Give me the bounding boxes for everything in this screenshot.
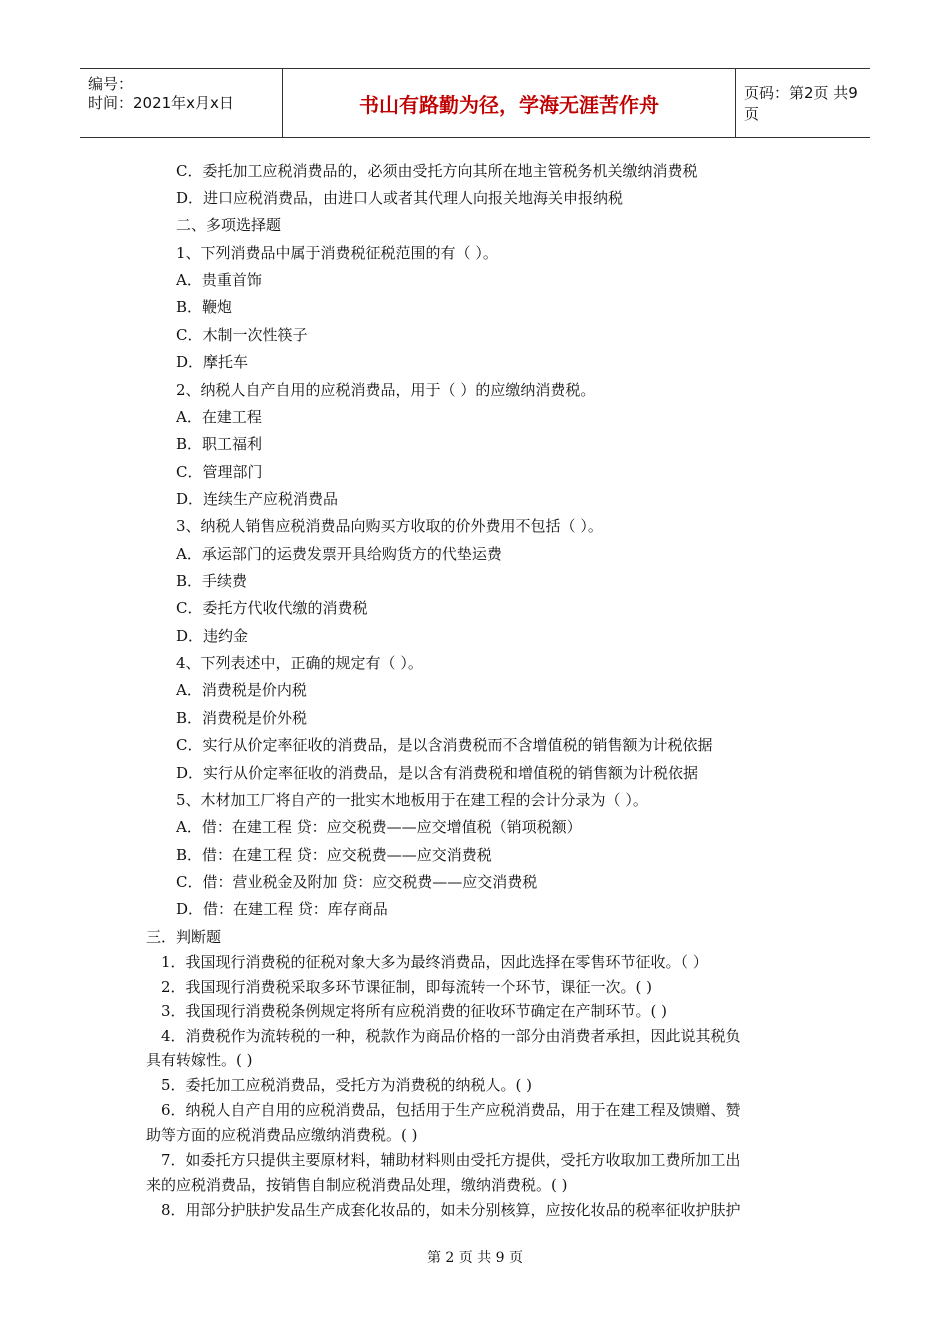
option: A．承运部门的运费发票开具给购货方的代垫运费 xyxy=(176,545,502,563)
option: C．实行从价定率征收的消费品，是以含消费税而不含增值税的销售额为计税依据 xyxy=(176,736,713,754)
option: A．在建工程 xyxy=(176,408,262,426)
option: B．借：在建工程 贷：应交税费——应交消费税 xyxy=(176,846,492,864)
judgment-item: 2．我国现行消费税采取多环节课征制，即每流转一个环节，课征一次。( ) xyxy=(161,978,653,996)
option: A．借：在建工程 贷：应交税费——应交增值税（销项税额） xyxy=(176,818,582,836)
section-heading: 二、多项选择题 xyxy=(176,216,282,234)
option: A．贵重首饰 xyxy=(176,271,262,289)
judgment-item: 5．委托加工应税消费品，受托方为消费税的纳税人。( ) xyxy=(161,1076,533,1094)
judgment-item-continued: 具有转嫁性。( ) xyxy=(146,1051,253,1069)
option: B．消费税是价外税 xyxy=(176,709,308,727)
judgment-item: 1．我国现行消费税的征税对象大多为最终消费品，因此选择在零售环节征收。（ ） xyxy=(161,953,708,971)
header-left-cell xyxy=(80,69,283,137)
text-line: D．进口应税消费品，由进口人或者其代理人向报关地海关申报纳税 xyxy=(176,189,624,207)
judgment-item-continued: 助等方面的应税消费品应缴纳消费税。( ) xyxy=(146,1126,418,1144)
question: 4、下列表述中，正确的规定有（ ）。 xyxy=(176,654,423,672)
question: 1、下列消费品中属于消费税征税范围的有（ ）。 xyxy=(176,244,498,262)
option: C．委托方代收代缴的消费税 xyxy=(176,599,368,617)
question: 5、木材加工厂将自产的一批实木地板用于在建工程的会计分录为（ ）。 xyxy=(176,791,648,809)
judgment-item: 4．消费税作为流转税的一种，税款作为商品价格的一部分由消费者承担，因此说其税负 xyxy=(161,1027,741,1045)
option: C．管理部门 xyxy=(176,463,263,481)
text-line: C．委托加工应税消费品的，必须由受托方向其所在地主管税务机关缴纳消费税 xyxy=(176,162,698,180)
option: D．连续生产应税消费品 xyxy=(176,490,339,508)
option: C．借：营业税金及附加 贷：应交税费——应交消费税 xyxy=(176,873,538,891)
serial-label: 编号： xyxy=(88,75,134,93)
judgment-item: 7．如委托方只提供主要原材料，辅助材料则由受托方提供，受托方收取加工费所加工出 xyxy=(161,1151,741,1169)
page-info: 页码：第2页 共9页 xyxy=(744,84,858,123)
option: B．鞭炮 xyxy=(176,298,233,316)
question: 2、纳税人自产自用的应税消费品，用于（ ）的应缴纳消费税。 xyxy=(176,381,596,399)
option: D．借：在建工程 贷：库存商品 xyxy=(176,900,388,918)
option: B．职工福利 xyxy=(176,435,263,453)
judgment-item: 8．用部分护肤护发品生产成套化妆品的，如未分别核算，应按化妆品的税率征收护肤护 xyxy=(161,1201,741,1219)
option: C．木制一次性筷子 xyxy=(176,326,308,344)
option: D．摩托车 xyxy=(176,353,249,371)
judgment-item: 3．我国现行消费税条例规定将所有应税消费的征收环节确定在产制环节。( ) xyxy=(161,1002,668,1020)
judgment-item: 6．纳税人自产自用的应税消费品，包括用于生产应税消费品，用于在建工程及馈赠、赞 xyxy=(161,1101,741,1119)
page-footer: 第 2 页 共 9 页 xyxy=(426,1250,524,1266)
judgment-item-continued: 来的应税消费品，按销售自制应税消费品处理，缴纳消费税。( ) xyxy=(146,1176,568,1194)
option: D．违约金 xyxy=(176,627,249,645)
header-table xyxy=(80,68,870,138)
question: 3、纳税人销售应税消费品向购买方收取的价外费用不包括（ ）。 xyxy=(176,517,603,535)
option: D．实行从价定率征收的消费品，是以含有消费税和增值税的销售额为计税依据 xyxy=(176,764,699,782)
option: B．手续费 xyxy=(176,572,248,590)
motto: 书山有路勤为径，学海无涯苦作舟 xyxy=(283,69,736,137)
date-label: 时间：2021年x月x日 xyxy=(88,94,234,112)
section-heading: 三．判断题 xyxy=(146,928,222,946)
option: A．消费税是价内税 xyxy=(176,681,307,699)
